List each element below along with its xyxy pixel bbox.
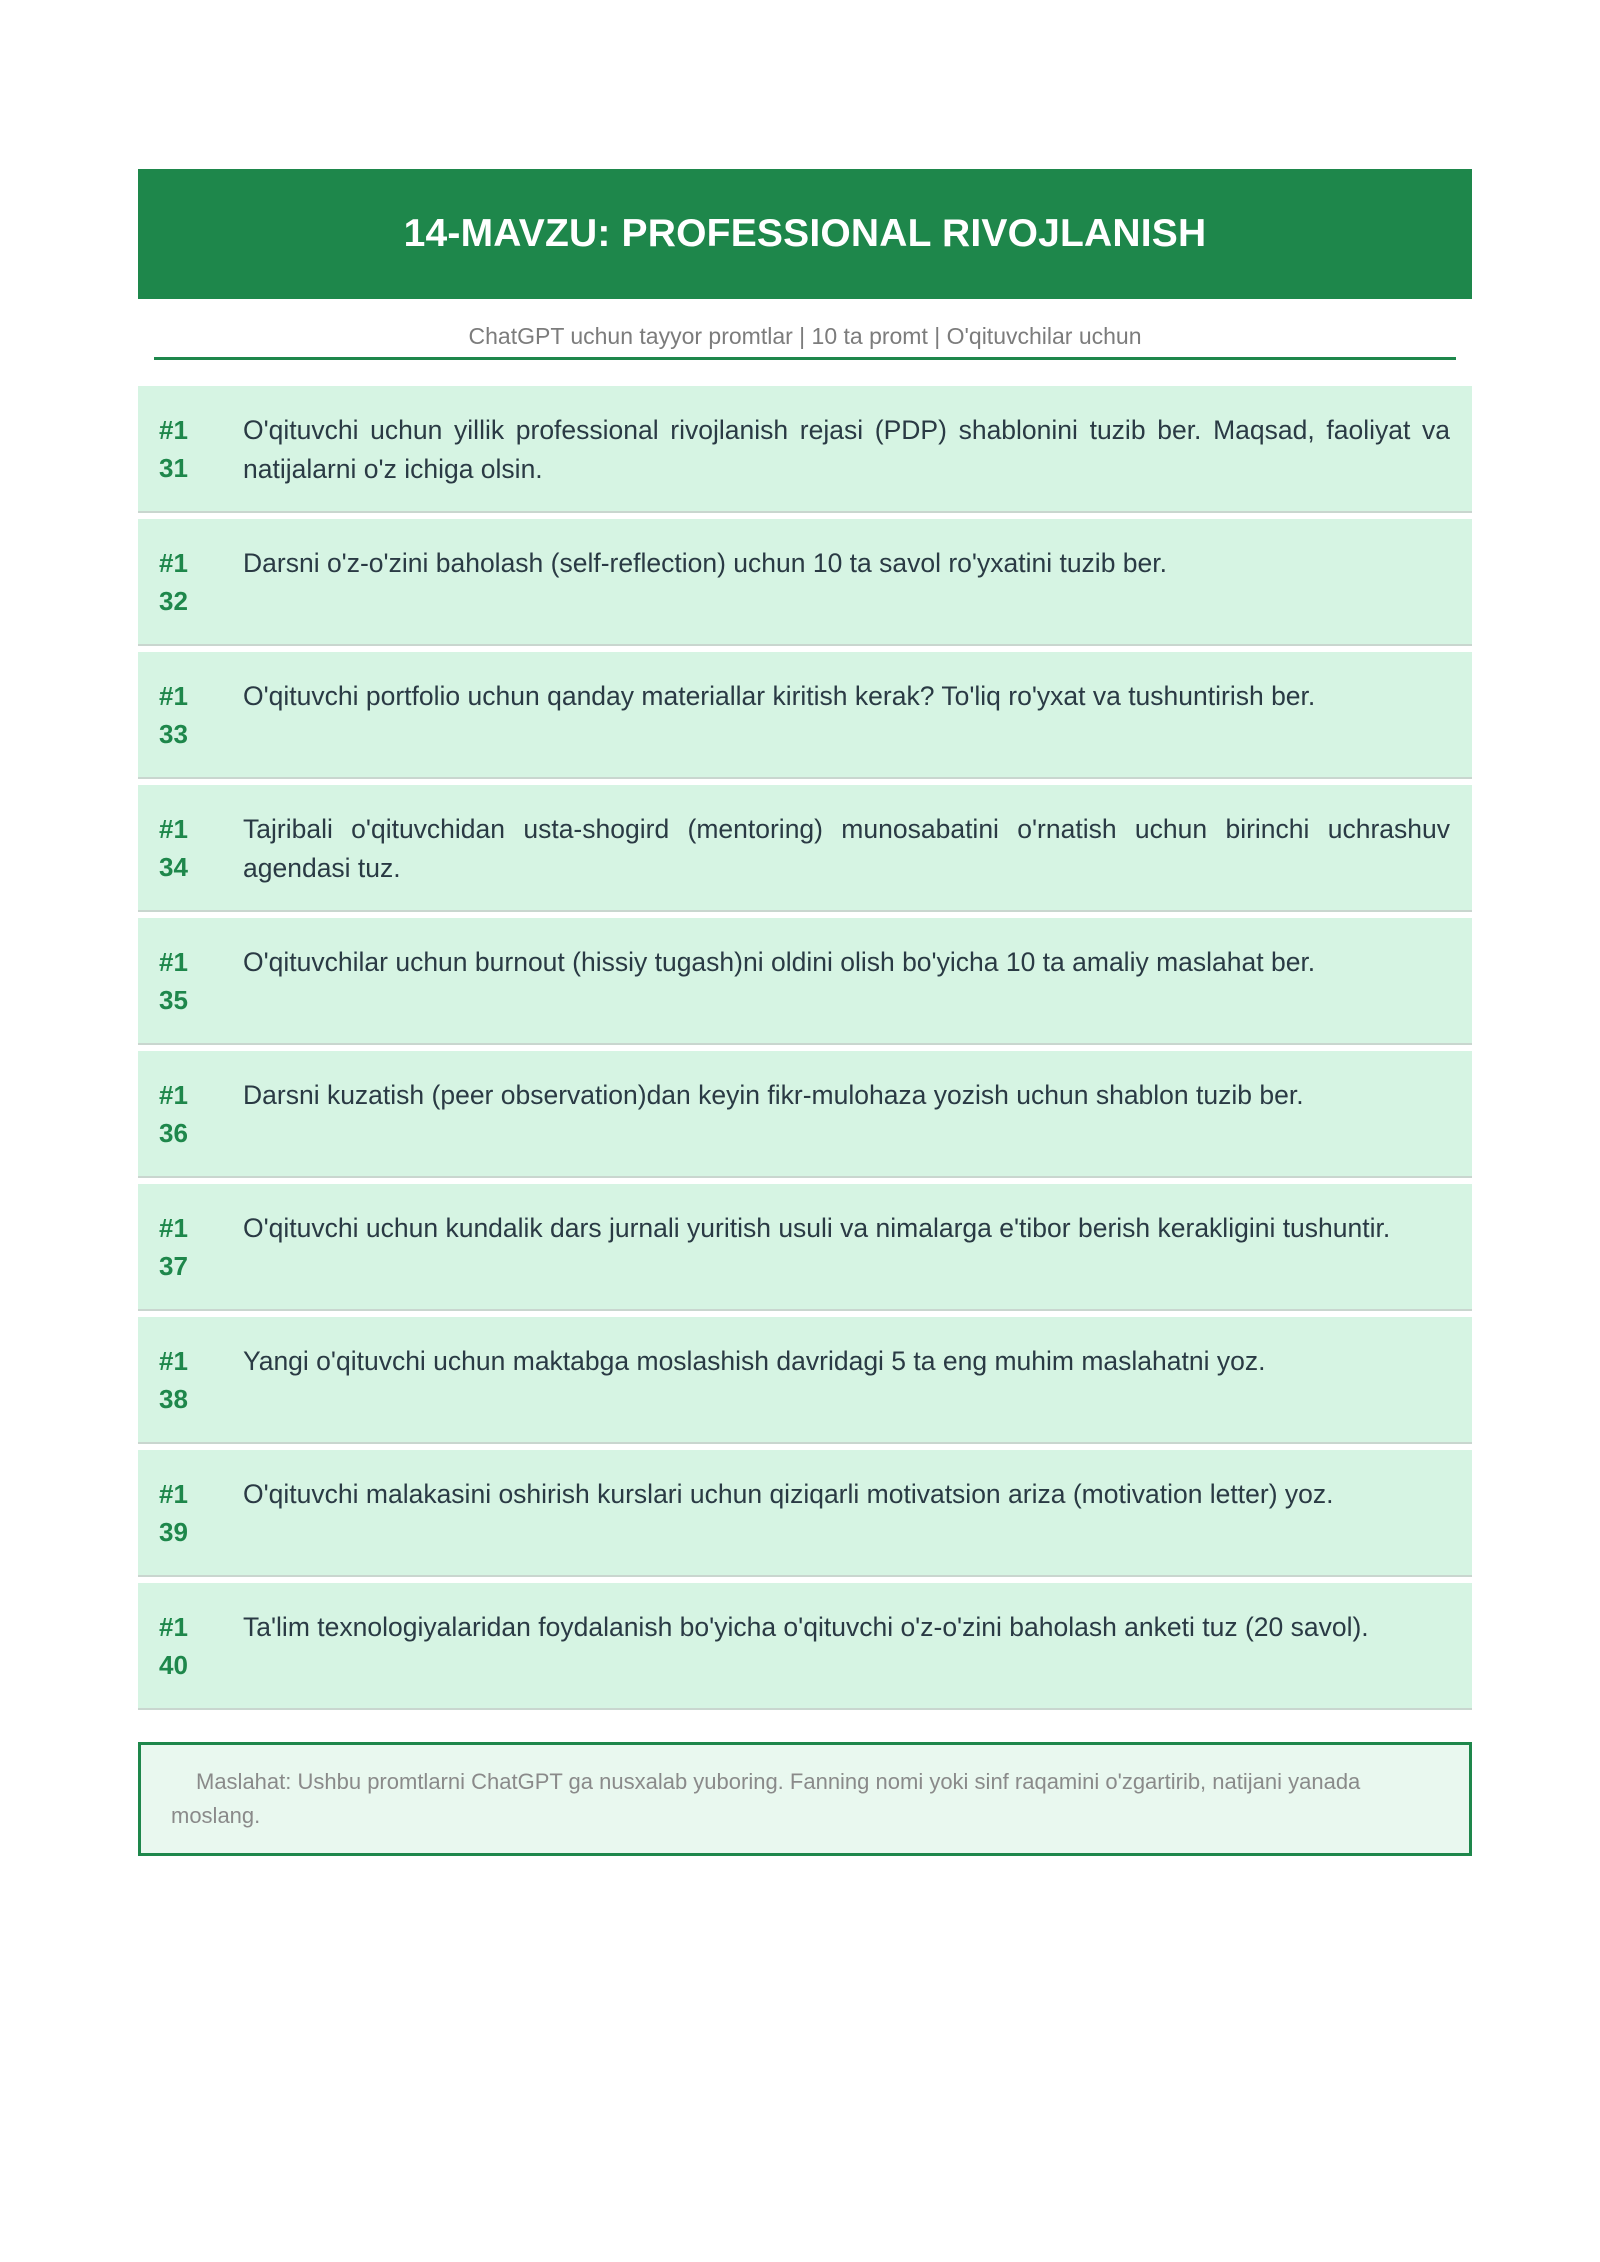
- prompt-number: #1 32: [159, 548, 188, 616]
- title-banner: [138, 169, 1472, 299]
- prompt-row: [138, 519, 1472, 646]
- page-title: 14-MAVZU: PROFESSIONAL RIVOJLANISH: [403, 212, 1207, 255]
- prompt-number: #1 40: [159, 1612, 188, 1680]
- prompt-text: O'qituvchilar uchun burnout (hissiy tugash)ni oldini olish bo'yicha 10 ta amaliy maslahat ber.: [243, 947, 1316, 977]
- prompt-number: #1 33: [159, 681, 188, 749]
- prompt-text: Tajribali o'qituvchidan usta-shogird (mentoring) munosabatini o'rnatish uchun birinchi uchrashuv agendasi tuz.: [243, 814, 1450, 883]
- prompt-text: O'qituvchi portfolio uchun qanday materiallar kiritish kerak? To'liq ro'yxat va tushuntirish ber.: [243, 681, 1316, 711]
- prompt-number: #1 37: [159, 1213, 188, 1281]
- prompt-text: O'qituvchi uchun yillik professional rivojlanish rejasi (PDP) shablonini tuzib ber. Maqsad, faoliyat va natijalarni o'z ichiga olsin.: [243, 415, 1450, 484]
- page-subtitle: ChatGPT uchun tayyor promtlar | 10 ta promt | O'qituvchilar uchun: [154, 299, 1456, 360]
- prompt-text: O'qituvchi malakasini oshirish kurslari uchun qiziqarli motivatsion ariza (motivation letter) yoz.: [243, 1479, 1334, 1509]
- prompt-row: [138, 785, 1472, 912]
- document-page: [138, 169, 1472, 1856]
- tip-text: Maslahat: Ushbu promtlarni ChatGPT ga nusxalab yuboring. Fanning nomi yoki sinf raqamini o'zgartirib, natijani yanada moslang.: [171, 1769, 1361, 1828]
- prompt-row: [138, 386, 1472, 513]
- prompt-row: [138, 1051, 1472, 1178]
- prompt-text: Darsni kuzatish (peer observation)dan keyin fikr-mulohaza yozish uchun shablon tuzib ber.: [243, 1080, 1304, 1110]
- prompt-row: [138, 1317, 1472, 1444]
- prompt-row: [138, 1450, 1472, 1577]
- prompt-number: #1 34: [159, 814, 188, 882]
- prompt-number: #1 39: [159, 1479, 188, 1547]
- prompt-row: [138, 1184, 1472, 1311]
- prompt-number: #1 38: [159, 1346, 188, 1414]
- prompt-number: #1 31: [159, 415, 188, 483]
- prompt-row: [138, 918, 1472, 1045]
- tip-box: [138, 1742, 1472, 1856]
- prompt-text: Yangi o'qituvchi uchun maktabga moslashish davridagi 5 ta eng muhim maslahatni yoz.: [243, 1346, 1266, 1376]
- prompt-row: [138, 652, 1472, 779]
- prompt-list: [138, 386, 1472, 1710]
- prompt-row: [138, 1583, 1472, 1710]
- prompt-number: #1 35: [159, 947, 188, 1015]
- prompt-number: #1 36: [159, 1080, 188, 1148]
- prompt-text: Ta'lim texnologiyalaridan foydalanish bo'yicha o'qituvchi o'z-o'zini baholash anketi tuz (20 savol).: [243, 1612, 1369, 1642]
- prompt-text: Darsni o'z-o'zini baholash (self-reflection) uchun 10 ta savol ro'yxatini tuzib ber.: [243, 548, 1167, 578]
- prompt-text: O'qituvchi uchun kundalik dars jurnali yuritish usuli va nimalarga e'tibor berish kerakligini tushuntir.: [243, 1213, 1391, 1243]
